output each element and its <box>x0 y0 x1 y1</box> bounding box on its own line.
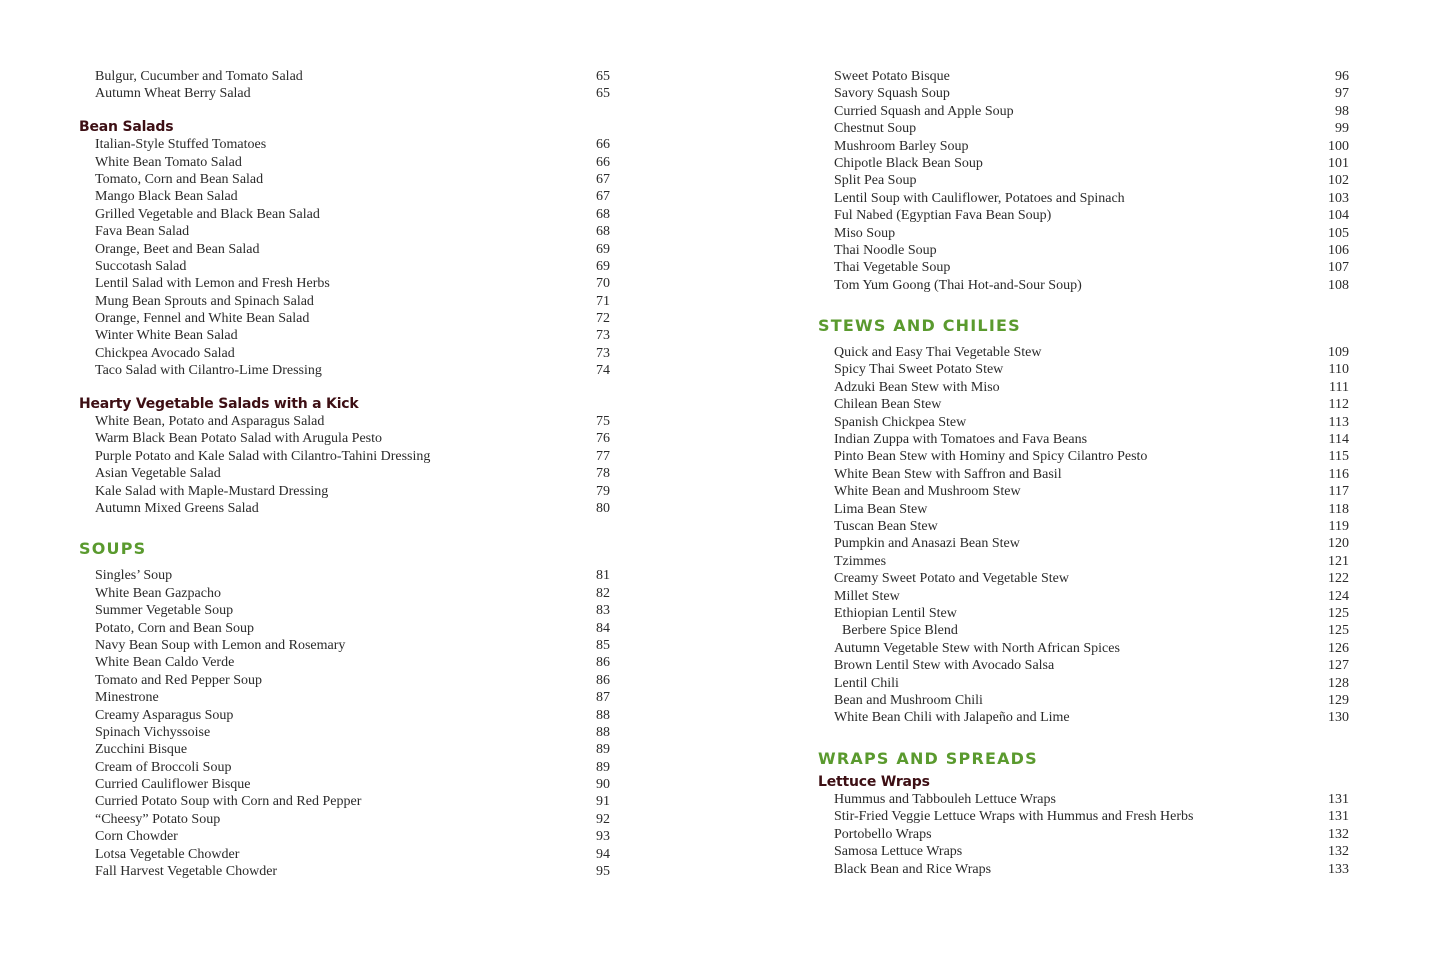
subsection-heading-hearty-salads: Hearty Vegetable Salads with a Kick <box>79 395 359 412</box>
toc-entry-page-number: 117 <box>1328 484 1349 500</box>
toc-entry-page-number: 79 <box>596 483 610 499</box>
toc-entry-page-number: 125 <box>1328 623 1349 639</box>
toc-entry-title: Potato, Corn and Bean Soup <box>95 620 255 636</box>
toc-entry <box>818 85 1349 102</box>
toc-entry <box>79 620 610 637</box>
toc-entry <box>79 759 610 776</box>
right-column <box>818 68 1349 878</box>
toc-entry-title: White Bean and Mushroom Stew <box>834 484 1021 500</box>
toc-entry-title: Chickpea Avocado Salad <box>95 345 235 361</box>
toc-entry-page-number: 91 <box>596 794 610 810</box>
toc-entry-page-number: 69 <box>596 258 610 274</box>
toc-entry <box>818 791 1349 808</box>
toc-entry <box>818 553 1349 570</box>
toc-entry-page-number: 81 <box>596 568 610 584</box>
toc-entry-page-number: 132 <box>1328 844 1349 860</box>
toc-entry <box>818 675 1349 692</box>
toc-entry <box>818 605 1349 622</box>
toc-entry-title: Purple Potato and Kale Salad with Cilantro-Tahini Dressing <box>95 448 431 464</box>
toc-entry-title: Winter White Bean Salad <box>95 328 238 344</box>
toc-entry-title: Bean and Mushroom Chili <box>834 692 983 708</box>
toc-entry-page-number: 86 <box>596 672 610 688</box>
toc-entry <box>79 637 610 654</box>
toc-entry <box>79 707 610 724</box>
toc-entry-title: White Bean, Potato and Asparagus Salad <box>95 414 325 430</box>
toc-entry-title: Lentil Chili <box>834 675 899 691</box>
toc-entry-title: Sweet Potato Bisque <box>834 69 950 84</box>
toc-entry-title: Mango Black Bean Salad <box>95 189 238 205</box>
toc-entry-title: Curried Cauliflower Bisque <box>95 777 251 793</box>
toc-entry <box>818 501 1349 518</box>
toc-entry-page-number: 89 <box>596 759 610 775</box>
toc-entry-page-number: 100 <box>1328 138 1349 154</box>
toc-entry-title: Minestrone <box>95 690 159 706</box>
toc-entry-title: Kale Salad with Maple-Mustard Dressing <box>95 483 329 499</box>
toc-entry-title: Indian Zuppa with Tomatoes and Fava Beans <box>834 432 1088 448</box>
toc-entry-title: Autumn Wheat Berry Salad <box>95 86 251 102</box>
toc-entry-page-number: 129 <box>1328 692 1349 708</box>
toc-entry-page-number: 66 <box>596 154 610 170</box>
toc-entry <box>79 188 610 205</box>
toc-entry-title: Miso Soup <box>834 225 896 241</box>
toc-entry-page-number: 118 <box>1328 501 1349 517</box>
toc-entry <box>79 345 610 362</box>
toc-entry-page-number: 120 <box>1328 536 1349 552</box>
chapter-heading-stews: STEWS AND CHILIES <box>818 316 1021 336</box>
toc-entry-title: Chestnut Soup <box>834 121 917 137</box>
toc-entry-title: Split Pea Soup <box>834 173 917 189</box>
toc-entry-page-number: 95 <box>596 864 610 880</box>
list-intro <box>79 68 610 103</box>
toc-entry <box>818 466 1349 483</box>
toc-entry-page-number: 93 <box>596 829 610 845</box>
toc-entry-title: Millet Stew <box>834 588 900 604</box>
toc-entry <box>79 846 610 863</box>
toc-entry-title: Warm Black Bean Potato Salad with Arugula Pesto <box>95 431 382 447</box>
toc-entry-title: Asian Vegetable Salad <box>95 466 221 482</box>
toc-entry <box>818 138 1349 155</box>
toc-entry-title: Chipotle Black Bean Soup <box>834 155 983 171</box>
toc-entry-title: Fava Bean Salad <box>95 224 190 240</box>
toc-entry-page-number: 128 <box>1328 675 1349 691</box>
toc-entry-page-number: 87 <box>596 690 610 706</box>
toc-entry <box>79 672 610 689</box>
toc-entry-page-number: 109 <box>1328 345 1349 361</box>
toc-entry <box>79 258 610 275</box>
toc-entry-page-number: 108 <box>1328 277 1349 293</box>
toc-entry-page-number: 67 <box>596 171 610 187</box>
toc-entry-page-number: 102 <box>1328 173 1349 189</box>
list-soups <box>79 567 610 880</box>
toc-entry-title: Ful Nabed (Egyptian Fava Bean Soup) <box>834 208 1052 224</box>
toc-entry <box>818 518 1349 535</box>
toc-entry <box>818 361 1349 378</box>
toc-entry-page-number: 88 <box>596 707 610 723</box>
toc-entry-page-number: 106 <box>1328 242 1349 258</box>
toc-entry-page-number: 130 <box>1328 710 1349 726</box>
toc-entry-page-number: 84 <box>596 620 610 636</box>
toc-entry-title: Stir-Fried Veggie Lettuce Wraps with Hummus and Fresh Herbs <box>834 809 1194 825</box>
toc-entry-page-number: 92 <box>596 811 610 827</box>
toc-entry <box>818 379 1349 396</box>
toc-entry <box>818 431 1349 448</box>
toc-entry-title: Berbere Spice Blend <box>842 623 958 639</box>
toc-entry <box>79 793 610 810</box>
toc-entry-page-number: 85 <box>596 637 610 653</box>
chapter-heading-soups: SOUPS <box>79 539 147 559</box>
toc-entry-title: Curried Squash and Apple Soup <box>834 103 1014 119</box>
list-stews <box>818 344 1349 727</box>
toc-entry <box>79 293 610 310</box>
toc-entry <box>818 277 1349 294</box>
toc-entry-page-number: 131 <box>1328 792 1349 808</box>
toc-entry-page-number: 119 <box>1328 518 1349 534</box>
toc-entry-title: Lima Bean Stew <box>834 501 928 517</box>
toc-entry-title: Curried Potato Soup with Corn and Red Pepper <box>95 794 362 810</box>
toc-entry-title: Tuscan Bean Stew <box>834 518 938 534</box>
toc-entry-title: Lentil Soup with Cauliflower, Potatoes and Spinach <box>834 190 1125 206</box>
toc-entry-title: Pumpkin and Anasazi Bean Stew <box>834 536 1020 552</box>
toc-entry-page-number: 68 <box>596 224 610 240</box>
toc-entry <box>818 207 1349 224</box>
toc-entry <box>818 622 1349 639</box>
toc-entry-page-number: 86 <box>596 655 610 671</box>
toc-entry <box>79 85 610 102</box>
toc-entry <box>79 828 610 845</box>
toc-entry <box>79 689 610 706</box>
toc-entry-title: Summer Vegetable Soup <box>95 603 234 619</box>
toc-entry-title: Hummus and Tabbouleh Lettuce Wraps <box>834 792 1056 808</box>
toc-entry-title: Taco Salad with Cilantro-Lime Dressing <box>95 363 322 379</box>
toc-entry-title: Orange, Fennel and White Bean Salad <box>95 311 310 327</box>
toc-entry-title: Fall Harvest Vegetable Chowder <box>95 864 278 880</box>
toc-entry-page-number: 78 <box>596 466 610 482</box>
toc-entry-title: Ethiopian Lentil Stew <box>834 605 957 621</box>
toc-entry-page-number: 105 <box>1328 225 1349 241</box>
toc-entry-page-number: 99 <box>1335 121 1349 137</box>
toc-entry-title: Tzimmes <box>834 553 887 569</box>
toc-entry-page-number: 132 <box>1328 826 1349 842</box>
toc-entry-page-number: 103 <box>1328 190 1349 206</box>
toc-entry-page-number: 113 <box>1328 414 1349 430</box>
toc-entry-page-number: 76 <box>596 431 610 447</box>
toc-entry <box>79 465 610 482</box>
toc-entry-title: Pinto Bean Stew with Hominy and Spicy Cilantro Pesto <box>834 449 1148 465</box>
toc-entry-page-number: 104 <box>1328 208 1349 224</box>
toc-entry-title: Spicy Thai Sweet Potato Stew <box>834 362 1004 378</box>
toc-entry-page-number: 73 <box>596 345 610 361</box>
toc-entry <box>818 120 1349 137</box>
toc-entry <box>79 275 610 292</box>
toc-entry <box>818 570 1349 587</box>
toc-entry <box>818 396 1349 413</box>
toc-entry <box>79 500 610 517</box>
toc-entry-page-number: 110 <box>1328 362 1349 378</box>
toc-entry-title: Savory Squash Soup <box>834 86 950 102</box>
toc-entry-page-number: 68 <box>596 206 610 222</box>
toc-entry-title: Bulgur, Cucumber and Tomato Salad <box>95 69 303 84</box>
toc-entry <box>818 808 1349 825</box>
toc-entry-title: Black Bean and Rice Wraps <box>834 861 992 877</box>
toc-entry-title: Italian-Style Stuffed Tomatoes <box>95 137 267 153</box>
toc-entry <box>79 567 610 584</box>
toc-entry-title: White Bean Chili with Jalapeño and Lime <box>834 710 1070 726</box>
toc-entry <box>818 588 1349 605</box>
toc-entry-page-number: 77 <box>596 448 610 464</box>
toc-entry-title: Spinach Vichyssoise <box>95 724 211 740</box>
toc-entry <box>79 585 610 602</box>
toc-entry <box>79 154 610 171</box>
toc-entry <box>818 103 1349 120</box>
toc-entry <box>818 172 1349 189</box>
toc-entry-title: Creamy Asparagus Soup <box>95 707 234 723</box>
toc-entry <box>79 136 610 153</box>
toc-entry-title: White Bean Tomato Salad <box>95 154 242 170</box>
toc-entry <box>79 68 610 85</box>
toc-entry-title: Mushroom Barley Soup <box>834 138 969 154</box>
toc-entry-title: Grilled Vegetable and Black Bean Salad <box>95 206 320 222</box>
toc-entry <box>79 241 610 258</box>
toc-entry-page-number: 96 <box>1335 69 1349 84</box>
toc-entry-page-number: 89 <box>596 742 610 758</box>
toc-entry-title: White Bean Gazpacho <box>95 585 221 601</box>
toc-entry <box>818 709 1349 726</box>
toc-entry <box>818 259 1349 276</box>
toc-entry <box>79 776 610 793</box>
toc-entry-page-number: 116 <box>1328 466 1349 482</box>
toc-entry-page-number: 101 <box>1328 155 1349 171</box>
toc-entry-title: Lotsa Vegetable Chowder <box>95 846 240 862</box>
toc-entry-title: Thai Noodle Soup <box>834 242 937 258</box>
toc-entry-title: Brown Lentil Stew with Avocado Salsa <box>834 658 1055 674</box>
toc-entry <box>79 724 610 741</box>
toc-entry-page-number: 121 <box>1328 553 1349 569</box>
toc-entry-title: Samosa Lettuce Wraps <box>834 844 963 860</box>
list-bean-salads <box>79 136 610 379</box>
toc-entry-page-number: 70 <box>596 276 610 292</box>
toc-entry <box>79 602 610 619</box>
toc-entry-page-number: 97 <box>1335 86 1349 102</box>
toc-entry-page-number: 82 <box>596 585 610 601</box>
subsection-heading-lettuce-wraps: Lettuce Wraps <box>818 773 930 790</box>
toc-entry <box>818 483 1349 500</box>
toc-entry <box>79 206 610 223</box>
toc-entry-page-number: 83 <box>596 603 610 619</box>
toc-entry <box>818 657 1349 674</box>
toc-entry <box>818 448 1349 465</box>
toc-entry-title: Tom Yum Goong (Thai Hot-and-Sour Soup) <box>834 277 1082 293</box>
toc-entry <box>818 155 1349 172</box>
toc-entry-page-number: 67 <box>596 189 610 205</box>
toc-entry <box>79 310 610 327</box>
toc-entry-page-number: 73 <box>596 328 610 344</box>
toc-entry-title: Mung Bean Sprouts and Spinach Salad <box>95 293 314 309</box>
toc-entry <box>79 811 610 828</box>
toc-entry-title: White Bean Stew with Saffron and Basil <box>834 466 1062 482</box>
toc-entry <box>818 242 1349 259</box>
toc-entry <box>818 861 1349 878</box>
toc-entry <box>818 68 1349 85</box>
toc-entry <box>818 190 1349 207</box>
chapter-heading-wraps: WRAPS AND SPREADS <box>818 748 1038 768</box>
toc-entry-page-number: 75 <box>596 414 610 430</box>
toc-entry-title: Succotash Salad <box>95 258 187 274</box>
toc-entry-title: Autumn Vegetable Stew with North African Spices <box>834 640 1120 656</box>
toc-entry-page-number: 65 <box>596 69 610 84</box>
toc-entry-page-number: 124 <box>1328 588 1349 604</box>
subsection-heading-bean-salads: Bean Salads <box>79 118 174 135</box>
toc-entry-page-number: 98 <box>1335 103 1349 119</box>
toc-entry-page-number: 71 <box>596 293 610 309</box>
toc-entry-title: Creamy Sweet Potato and Vegetable Stew <box>834 571 1069 587</box>
toc-entry-page-number: 88 <box>596 724 610 740</box>
toc-entry-title: Portobello Wraps <box>834 826 932 842</box>
toc-entry-page-number: 90 <box>596 777 610 793</box>
toc-entry-page-number: 131 <box>1328 809 1349 825</box>
toc-entry <box>79 430 610 447</box>
toc-entry <box>79 362 610 379</box>
toc-entry <box>79 413 610 430</box>
toc-entry-title: Navy Bean Soup with Lemon and Rosemary <box>95 637 346 653</box>
toc-entry-title: Corn Chowder <box>95 829 178 845</box>
toc-entry-title: Quick and Easy Thai Vegetable Stew <box>834 345 1042 361</box>
toc-entry-title: Orange, Beet and Bean Salad <box>95 241 260 257</box>
toc-entry-title: Cream of Broccoli Soup <box>95 759 232 775</box>
toc-entry-page-number: 107 <box>1328 260 1349 276</box>
toc-entry-page-number: 65 <box>596 86 610 102</box>
toc-entry <box>818 225 1349 242</box>
toc-entry <box>79 863 610 880</box>
toc-entry <box>818 826 1349 843</box>
toc-entry-title: Autumn Mixed Greens Salad <box>95 500 259 516</box>
toc-entry <box>79 327 610 344</box>
toc-entry-page-number: 69 <box>596 241 610 257</box>
toc-entry-page-number: 72 <box>596 311 610 327</box>
toc-entry <box>79 223 610 240</box>
toc-entry-page-number: 112 <box>1328 397 1349 413</box>
list-lettuce-wraps <box>818 791 1349 878</box>
toc-entry <box>79 171 610 188</box>
toc-entry-title: Tomato, Corn and Bean Salad <box>95 171 264 187</box>
toc-entry <box>818 843 1349 860</box>
toc-entry-title: “Cheesy” Potato Soup <box>95 811 221 827</box>
toc-entry-title: Thai Vegetable Soup <box>834 260 951 276</box>
toc-entry-page-number: 80 <box>596 500 610 516</box>
toc-entry-page-number: 133 <box>1328 861 1349 877</box>
toc-entry <box>818 640 1349 657</box>
toc-entry <box>818 344 1349 361</box>
list-soups-continued <box>818 68 1349 294</box>
toc-entry-title: Adzuki Bean Stew with Miso <box>834 379 1000 395</box>
toc-entry-title: Tomato and Red Pepper Soup <box>95 672 262 688</box>
toc-entry-page-number: 94 <box>596 846 610 862</box>
toc-entry-page-number: 74 <box>596 363 610 379</box>
toc-entry-page-number: 126 <box>1328 640 1349 656</box>
toc-entry-page-number: 115 <box>1328 449 1349 465</box>
toc-entry-page-number: 122 <box>1328 571 1349 587</box>
toc-entry-title: Lentil Salad with Lemon and Fresh Herbs <box>95 276 330 292</box>
toc-entry-page-number: 66 <box>596 137 610 153</box>
list-hearty-salads <box>79 413 610 517</box>
toc-entry-page-number: 114 <box>1328 432 1349 448</box>
toc-entry-page-number: 127 <box>1328 658 1349 674</box>
toc-entry-page-number: 111 <box>1329 379 1349 395</box>
toc-entry <box>79 741 610 758</box>
toc-entry-title: Spanish Chickpea Stew <box>834 414 967 430</box>
toc-entry <box>818 535 1349 552</box>
toc-entry-title: Singles’ Soup <box>95 568 173 584</box>
toc-entry-page-number: 125 <box>1328 605 1349 621</box>
toc-entry <box>79 483 610 500</box>
left-column <box>79 68 610 880</box>
toc-entry <box>818 692 1349 709</box>
toc-entry-title: Zucchini Bisque <box>95 742 188 758</box>
toc-entry-title: White Bean Caldo Verde <box>95 655 235 671</box>
toc-entry <box>79 448 610 465</box>
toc-entry <box>818 414 1349 431</box>
toc-entry <box>79 654 610 671</box>
toc-entry-title: Chilean Bean Stew <box>834 397 942 413</box>
